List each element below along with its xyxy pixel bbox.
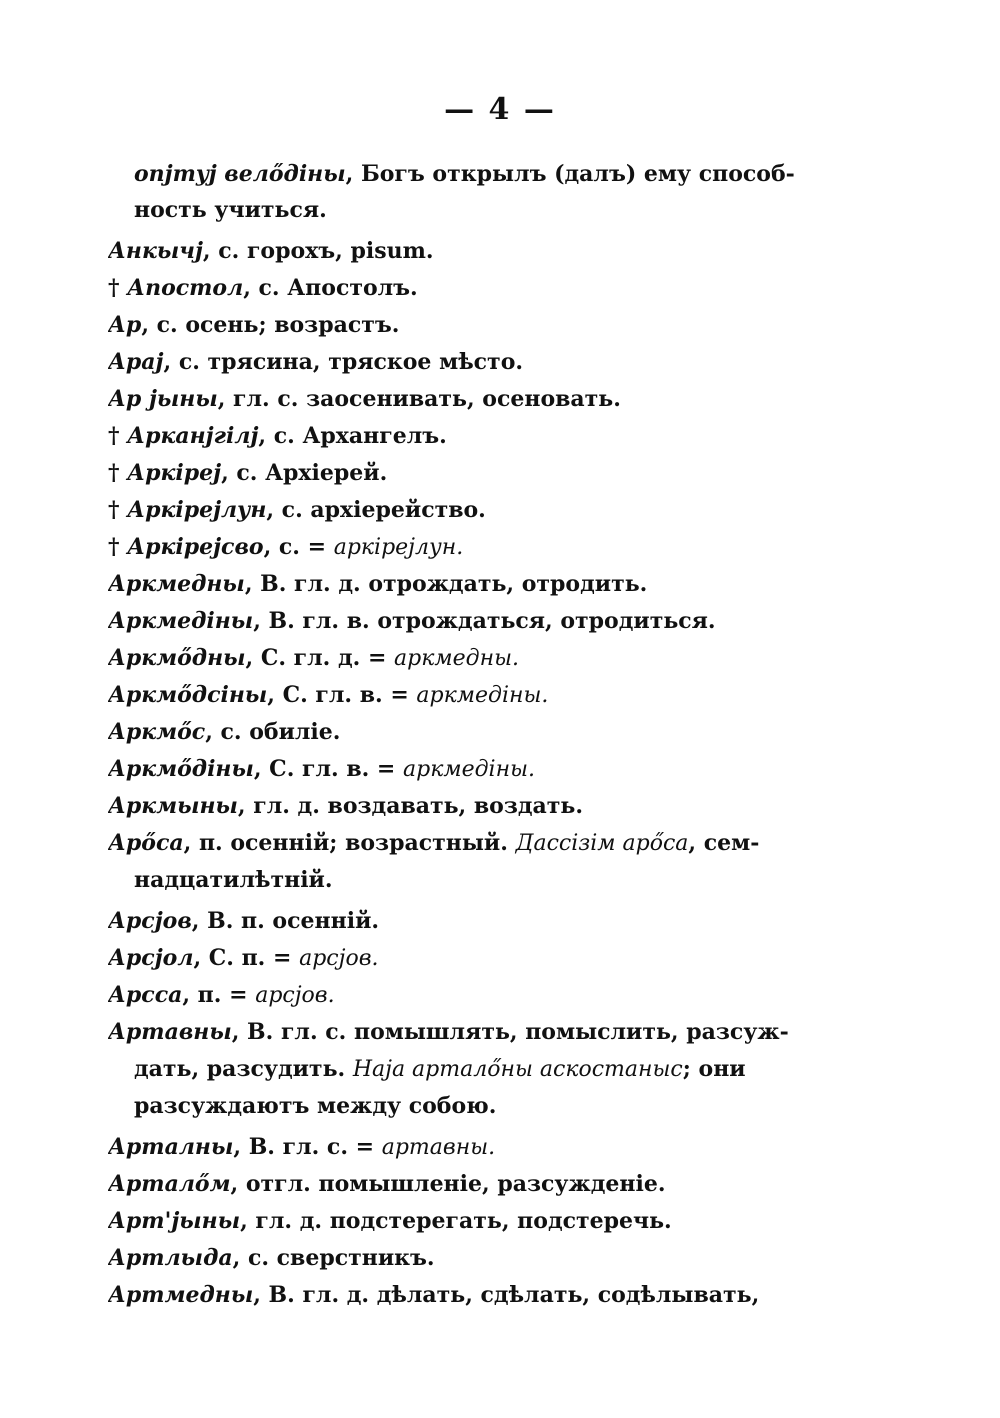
entry-continuation-line	[134, 156, 848, 192]
dictionary-entry	[108, 1203, 848, 1239]
dictionary-entry	[108, 825, 848, 861]
definition-text: , с. обилiе.	[205, 719, 341, 745]
headword: Арaj	[108, 349, 164, 375]
headword: Арсjол	[108, 945, 194, 971]
dictionary-entry	[108, 603, 848, 639]
italic-text: артавны.	[381, 1135, 496, 1160]
italic-text: арсjов.	[299, 946, 379, 971]
dictionary-entry	[108, 788, 848, 824]
dictionary-entry	[108, 455, 848, 491]
italic-text: арсjов.	[255, 983, 335, 1008]
definition-text: , отгл. помышленiе, разсужденiе.	[230, 1171, 666, 1197]
headword: Аркмыны	[108, 793, 238, 819]
dictionary-entry	[108, 640, 848, 676]
headword: Анкычj	[108, 238, 203, 264]
italic-text: Дассiзiм арőса	[515, 831, 689, 856]
dictionary-entry	[108, 381, 848, 417]
definition-text: , с. архiерейство.	[266, 497, 486, 523]
headword: Аркмőс	[108, 719, 206, 745]
headword: Аркмőдсiны	[108, 682, 268, 708]
headword: Артлыда	[108, 1245, 233, 1271]
definition-text: разсуждаютъ между собою.	[134, 1093, 497, 1119]
definition-text: надцатилѣтнiй.	[134, 867, 333, 893]
headword: Апостол	[127, 275, 244, 301]
headword: Аркмőдiны	[108, 756, 254, 782]
headword: Арталны	[108, 1134, 234, 1160]
headword: Аркiрejлун	[127, 497, 267, 523]
dictionary-entry	[108, 529, 848, 565]
dictionary-entry	[108, 492, 848, 528]
headword: Арőса	[108, 830, 184, 856]
definition-text: , Богъ открылъ (далъ) ему способ-	[345, 161, 795, 187]
definition-text: †	[108, 497, 128, 523]
definition-text: ; они	[682, 1056, 746, 1082]
definition-text: , с. трясина, тряское мѣсто.	[163, 349, 524, 375]
definition-text: ность учиться.	[134, 197, 327, 223]
dictionary-entry	[108, 903, 848, 939]
dictionary-entry	[108, 307, 848, 343]
entry-continuation-line	[134, 1088, 848, 1124]
dictionary-entry	[108, 677, 848, 713]
headword: Артмедны	[108, 1282, 254, 1308]
headword: Аркiрej	[127, 460, 222, 486]
headword: Аркмőдны	[108, 645, 246, 671]
headword: Аркiрejсво	[127, 534, 264, 560]
headword: Арсса	[108, 982, 183, 1008]
italic-text: аркмедны.	[394, 646, 519, 671]
headword: Артавны	[108, 1019, 232, 1045]
definition-text: , с. Апостолъ.	[243, 275, 418, 301]
italic-text: аркiрejлун.	[333, 535, 464, 560]
definition-text: , В. п. осеннiй.	[191, 908, 380, 934]
definition-text: дать, разсудить.	[134, 1056, 353, 1082]
definition-text: , В. гл. д. дѣлать, сдѣлать, содѣлывать,	[253, 1282, 760, 1308]
headword: Ар	[108, 312, 142, 338]
definition-text: , сем-	[688, 830, 760, 856]
definition-text: , п. =	[182, 982, 256, 1008]
definition-text: †	[108, 275, 128, 301]
dictionary-entry	[108, 1166, 848, 1202]
dictionary-entry	[108, 1240, 848, 1276]
headword: Арсjов	[108, 908, 192, 934]
definition-text: †	[108, 423, 128, 449]
definition-text: †	[108, 460, 128, 486]
entry-continuation-line	[134, 1051, 848, 1087]
headword: Аркмедiны	[108, 608, 254, 634]
definition-text: , с. сверстникъ.	[232, 1245, 435, 1271]
dictionary-entry	[108, 344, 848, 380]
definition-text: , с. Архiерей.	[221, 460, 388, 486]
definition-text: , с. осень; возрастъ.	[141, 312, 400, 338]
headword: Арканjгiлj	[127, 423, 259, 449]
headword: Арт'jыны	[108, 1208, 241, 1234]
definition-text: , С. гл. д. =	[245, 645, 395, 671]
italic-text: аркмедiны.	[403, 757, 535, 782]
headword: onjmyj велőдiны	[134, 161, 346, 187]
dictionary-entry	[108, 977, 848, 1013]
definition-text: , с. горохъ, pisum.	[202, 238, 434, 264]
definition-text: , В. гл. с. помышлять, помыслить, разсуж-	[231, 1019, 789, 1045]
dictionary-entry	[108, 1129, 848, 1165]
definition-text: , п. осеннiй; возрастный.	[183, 830, 516, 856]
dictionary-entry	[108, 418, 848, 454]
definition-text: , В. гл. с. =	[233, 1134, 382, 1160]
dictionary-entry	[108, 714, 848, 750]
definition-text: †	[108, 534, 128, 560]
dictionary-entry	[108, 566, 848, 602]
dictionary-entry	[108, 270, 848, 306]
definition-text: , В. гл. в. отрождаться, отродиться.	[253, 608, 716, 634]
headword: Ар jыны	[108, 386, 218, 412]
headword: Аркмедны	[108, 571, 245, 597]
definition-text: , С. п. =	[193, 945, 300, 971]
definition-text: , С. гл. в. =	[267, 682, 417, 708]
definition-text: , гл. с. заосенивать, осеновать.	[217, 386, 621, 412]
definition-text: , с. =	[263, 534, 334, 560]
definition-text: , С. гл. в. =	[253, 756, 404, 782]
dictionary-entry	[108, 940, 848, 976]
dictionary-entry	[108, 1277, 848, 1313]
definition-text: , гл. д. воздавать, воздать.	[237, 793, 584, 819]
italic-text: аркмедiны.	[416, 683, 549, 708]
page-number: — 4 —	[444, 92, 556, 127]
entry-continuation-line	[134, 192, 848, 228]
italic-text: Наjа арталőны аскостаныс	[352, 1057, 683, 1082]
definition-text: , с. Архангелъ.	[258, 423, 447, 449]
definition-text: , гл. д. подстерегать, подстеречь.	[240, 1208, 672, 1234]
dictionary-entry	[108, 233, 848, 269]
dictionary-entry	[108, 1014, 848, 1050]
definition-text: , В. гл. д. отрождать, отродить.	[244, 571, 648, 597]
entry-continuation-line	[134, 862, 848, 898]
headword: Арталőм	[108, 1171, 231, 1197]
dictionary-entry	[108, 751, 848, 787]
